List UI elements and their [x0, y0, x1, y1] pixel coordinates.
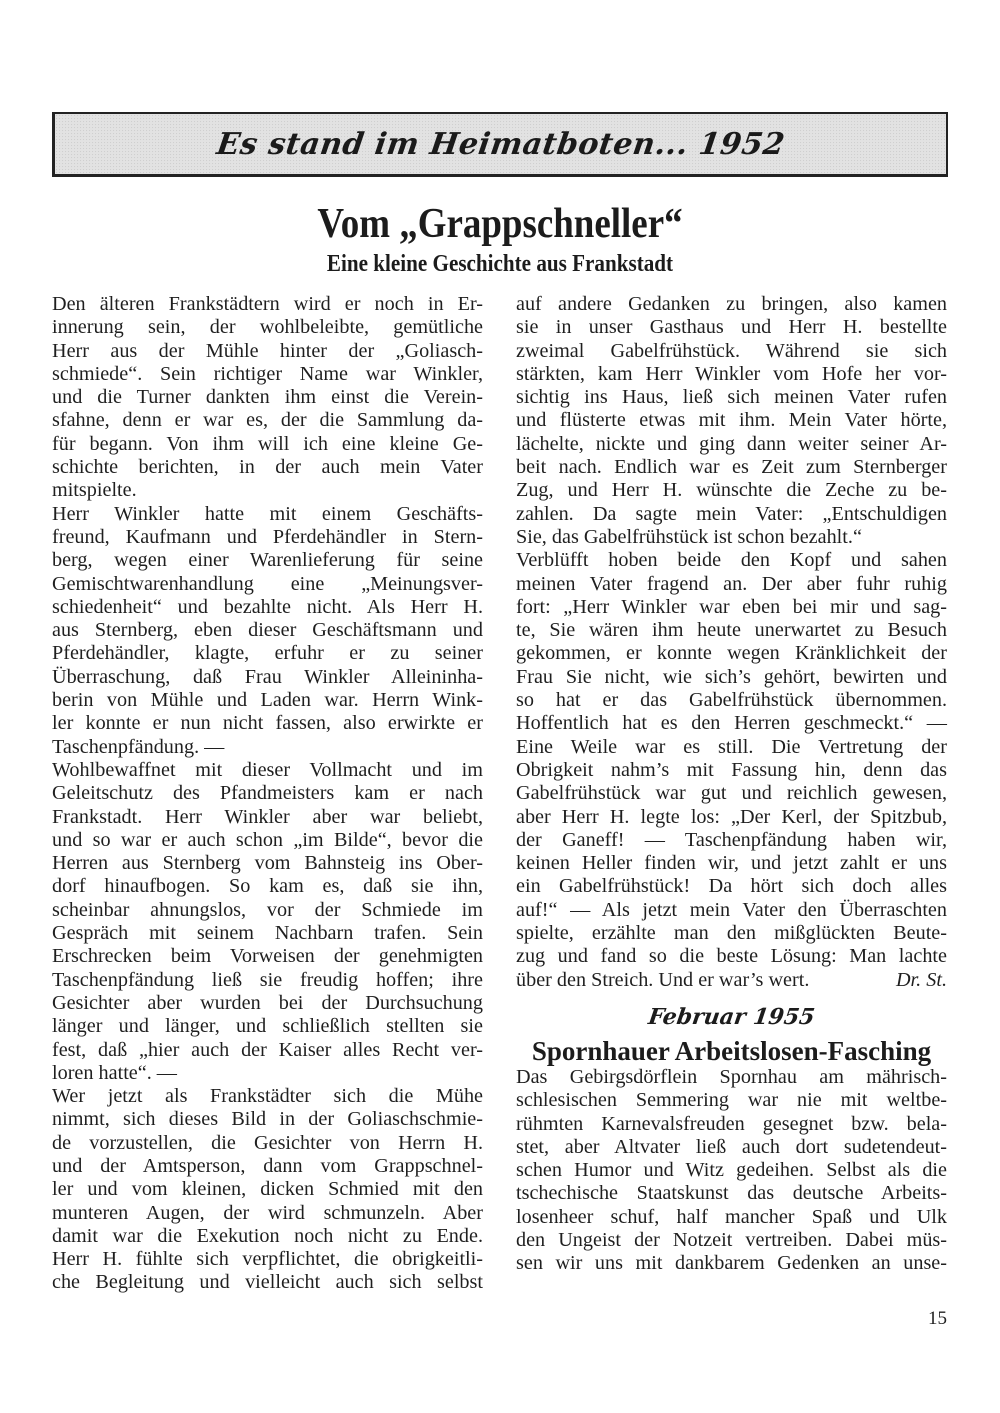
text-line: sie in unser Gasthaus und Herr H. bestellte	[516, 316, 947, 339]
second-article-date: Februar 1955	[646, 1004, 817, 1030]
second-article-body	[516, 1066, 947, 1276]
article-left-column	[52, 293, 483, 1295]
text-line: spielte, erzählte man den mißglückten Beute-	[516, 922, 947, 945]
text-line: Geleitschutz des Pfandmeisters kam er nach	[52, 782, 483, 805]
text-line: Gabelfrühstück war gut und reichlich gewesen,	[516, 782, 947, 805]
text-line: sen wir uns mit dankbarem Gedenken an unse-	[516, 1252, 947, 1275]
text-line: Herr Winkler hatte mit einem Geschäfts-	[52, 502, 483, 525]
text-line: Gesichter aber wurden bei der Durchsuchung	[52, 991, 483, 1014]
text-line: zweimal Gabelfrühstück. Während sie sich	[516, 339, 947, 362]
text-line: schlesischen Semmering war nie mit weltbe-	[516, 1089, 947, 1112]
text-line: nimmt, sich dieses Bild in der Goliaschschmie-	[52, 1108, 483, 1131]
page-number: 15	[928, 1308, 947, 1329]
text-line: damit war die Exekution noch nicht zu Ende.	[52, 1224, 483, 1247]
text-line: munteren Augen, der wird schmunzeln. Aber	[52, 1201, 483, 1224]
text-line: Herr H. fühlte sich verpflichtet, die obrigkeitli-	[52, 1248, 483, 1271]
text-line: Das Gebirgsdörflein Spornhau am mährisch-	[516, 1066, 947, 1088]
text-line: gekommen, er konnte wegen Kränklichkeit der	[516, 642, 947, 665]
text-line: auf!“ — Als jetzt mein Vater den Überraschten	[516, 898, 947, 921]
text-line: und so war er auch schon „im Bilde“, bevor die	[52, 828, 483, 851]
text-line: Zug, und Herr H. wünschte die Zeche zu be-	[516, 479, 947, 502]
text-line: Herren aus Sternberg vom Bahnsteig ins Ober-	[52, 852, 483, 875]
text-line: und flüsterte etwas mit ihm. Mein Vater hörte,	[516, 409, 947, 432]
text-line: schiedenheit“ und bezahlte nicht. Als Herr H.	[52, 595, 483, 618]
text-line: che Begleitung und vielleicht auch sich selbst	[52, 1271, 483, 1294]
text-line: de vorzustellen, die Gesichter von Herrn H.	[52, 1131, 483, 1154]
text-line: freund, Kaufmann und Pferdehändler in Stern-	[52, 525, 483, 548]
text-line: stärkten, kam Herr Winkler vom Hofe her vor-	[516, 362, 947, 385]
author-signature: Dr. St.	[895, 968, 947, 991]
article-subtitle: Eine kleine Geschichte aus Frankstadt	[326, 251, 674, 277]
text-line: ler konnte er nun nicht fassen, also erwirkte er	[52, 712, 483, 735]
banner-text: Es stand im Heimatboten... 1952	[214, 126, 787, 162]
text-line: schmiede“. Sein richtiger Name war Winkler,	[52, 362, 483, 385]
text-line: ein Gabelfrühstück! Da hört sich doch alles	[516, 875, 947, 898]
text-line: mitspielte.	[52, 479, 137, 502]
text-line: rühmten Karnevalsfreuden gesegnet bzw. bela-	[516, 1112, 947, 1135]
text-line: te, Sie wären ihm heute unerwartet zu Besuch	[516, 619, 947, 642]
text-line: sfahne, denn er war es, der die Sammlung da-	[52, 409, 483, 432]
text-line: zahlen. Da sagte mein Vater: „Entschuldigen	[516, 502, 947, 525]
text-line: Verblüfft hoben beide den Kopf und sahen	[516, 549, 947, 572]
section-banner	[52, 112, 948, 177]
text-line: beit nach. Endlich war es Zeit zum Sternberger	[516, 456, 947, 479]
text-line: für begann. Von ihm will ich eine kleine Ge-	[52, 432, 483, 455]
text-line: und der Amtsperson, dann vom Grappschnel-	[52, 1154, 483, 1177]
text-line: sichtig ins Haus, ließ sich meinen Vater rufen	[516, 386, 947, 409]
text-line: aber Herr H. legte los: „Der Kerl, der Spitzbub,	[516, 805, 947, 828]
text-line-content: über den Streich. Und er war’s wert.	[516, 968, 810, 991]
text-line: Überraschung, daß Frau Winkler Alleininha-	[52, 665, 483, 688]
text-line: Eine Weile war es still. Die Vertretung der	[516, 735, 947, 758]
text-line: Pferdehändler, klagte, erfuhr er zu seiner	[52, 642, 483, 665]
text-line: aus Sternberg, eben dieser Geschäftsmann und	[52, 619, 483, 642]
second-article-title: Spornhauer Arbeitslosen-Fasching	[531, 1036, 932, 1066]
text-line: Obrigkeit nahm’s mit Fassung hin, denn das	[516, 758, 947, 781]
text-line: schichte berichten, in der auch mein Vater	[52, 456, 483, 479]
text-line: länger und länger, und schließlich stellten sie	[52, 1015, 483, 1038]
text-line: Frau Sie nicht, wie sich’s gehört, bewirten und	[516, 665, 947, 688]
text-line: schen Humor und Witz gedeihen. Selbst als die	[516, 1159, 947, 1182]
text-line: fort: „Herr Winkler war eben bei mir und sag-	[516, 595, 947, 618]
text-line: Den älteren Frankstädtern wird er noch in Er-	[52, 293, 483, 315]
text-line: Sie, das Gabelfrühstück ist schon bezahlt.“	[516, 525, 862, 548]
text-line: ler und vom kleinen, dicken Schmied mit den	[52, 1178, 483, 1201]
text-line: Gespräch mit seinem Nachbarn trafen. Sein	[52, 922, 483, 945]
text-line: auf andere Gedanken zu bringen, also kamen	[516, 293, 947, 315]
text-line: berg, wegen einer Warenlieferung für seine	[52, 549, 483, 572]
text-line: Taschenpfändung ließ sie freudig hoffen; ihre	[52, 968, 483, 991]
text-line: Wohlbewaffnet mit dieser Vollmacht und im	[52, 758, 483, 781]
text-line: dorf hinaufbogen. So kam es, daß sie ihn,	[52, 875, 483, 898]
text-line: innerung sein, der wohlbeleibte, gemütliche	[52, 316, 483, 339]
text-line: stet, aber Altvater ließ auch dort sudetendeut-	[516, 1135, 947, 1158]
text-line: Erschrecken beim Vorweisen der genehmigten	[52, 945, 483, 968]
text-line: tschechische Staatskunst das deutsche Arbeits-	[516, 1182, 947, 1205]
text-line: scheinbar ahnungslos, vor der Schmiede im	[52, 898, 483, 921]
text-line: lächelte, nickte und ging dann weiter seiner Ar-	[516, 432, 947, 455]
text-line: loren hatte“. —	[52, 1061, 177, 1084]
article-title: Vom „Grappschneller“	[317, 201, 683, 247]
text-line: meinen Vater fragend an. Der aber fuhr ruhig	[516, 572, 947, 595]
text-line: Herr aus der Mühle hinter der „Goliasch-	[52, 339, 483, 362]
text-line: fest, daß „hier auch der Kaiser alles Recht ver-	[52, 1038, 483, 1061]
text-line: losenheer schuf, half mancher Spaß und Ulk	[516, 1205, 947, 1228]
text-line: der Ganeff! — Taschenpfändung haben wir,	[516, 828, 947, 851]
article-right-column	[516, 293, 947, 992]
text-line: zug und fand so die beste Lösung: Man lachte	[516, 945, 947, 968]
text-line: Hoffentlich hat es den Herren geschmeckt.“ —	[516, 712, 947, 735]
text-line: Gemischtwarenhandlung eine „Meinungsver-	[52, 572, 483, 595]
text-line: so hat er das Gabelfrühstück übernommen.	[516, 689, 947, 712]
text-line	[516, 969, 947, 992]
text-line: Frankstadt. Herr Winkler aber war beliebt,	[52, 805, 483, 828]
text-line: keinen Heller finden wir, und jetzt zahlt er uns	[516, 852, 947, 875]
text-line: und die Turner dankten ihm einst die Verein-	[52, 386, 483, 409]
text-line: berin von Mühle und Laden war. Herrn Wink-	[52, 689, 483, 712]
text-line: Taschenpfändung. —	[52, 735, 225, 758]
text-line: Wer jetzt als Frankstädter sich die Mühe	[52, 1085, 483, 1108]
text-line: den Ungeist der Notzeit vertreiben. Dabei müs-	[516, 1229, 947, 1252]
